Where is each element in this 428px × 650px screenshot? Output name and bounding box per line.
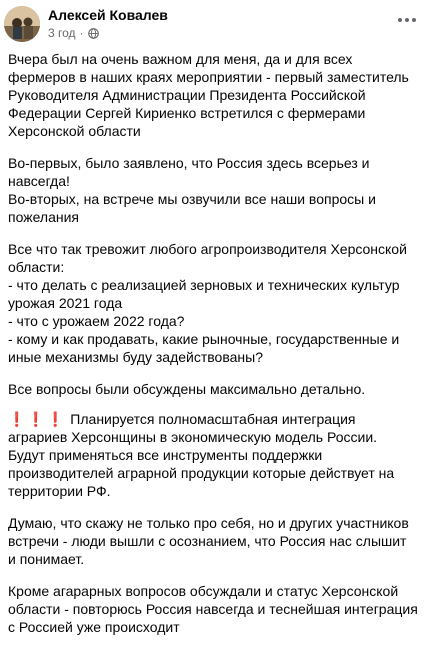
meta-separator: · — [79, 26, 84, 40]
post-paragraph: Вчера был на очень важном для меня, да и для всех фермеров в наших краях мероприятии - первый заместитель Руководителя Администрации Президента Российской Федерации Сергей Кириенко встретился с фермерами Херсонской области — [8, 51, 409, 139]
post-meta — [48, 26, 99, 40]
avatar[interactable] — [4, 6, 40, 42]
post-paragraph: Думаю, что скажу не только про себя, но и других участников встречи - люди вышли с осознанием, что Россия нас слышит и понимает. — [8, 515, 409, 567]
post-paragraph: Все что так тревожит любого агропроизводителя Херсонской области: - что делать с реализацией зерновых и технических культур урожая 2021 года - что с урожаем 2022 года? - кому и как продавать, какие рыночные, государственные и иные механизмы буду задействованы? — [8, 241, 407, 365]
post-body — [8, 50, 418, 650]
post-paragraph: Все вопросы были обсуждены максимально детально. — [8, 381, 366, 397]
post-paragraph-emphasis — [8, 410, 418, 500]
emphasis-text: Планируется полномасштабная интеграция аграриев Херсонщины в экономическую модель России. Будут применяться все инструменты поддержки производителей аграрной продукции которые действует на территории РФ. — [8, 411, 395, 499]
post-time[interactable]: 3 год — [48, 26, 76, 40]
post-paragraph: Во-первых, было заявлено, что Россия здесь всерьез и навсегда! Во-вторых, на встрече мы озвучили все наши вопросы и пожелания — [8, 155, 376, 225]
post-paragraph: Кроме агарарных вопросов обсуждали и статус Херсонской области - повторюсь Россия навсегда и теснейшая интеграция с Россией уже происходит — [8, 583, 418, 635]
globe-icon[interactable] — [88, 28, 99, 39]
post-header — [4, 6, 428, 42]
more-horizontal-icon[interactable] — [396, 10, 418, 30]
exclamation-icon: ❗❗❗ — [8, 411, 67, 427]
author-name[interactable]: Алексей Ковалев — [48, 7, 168, 23]
